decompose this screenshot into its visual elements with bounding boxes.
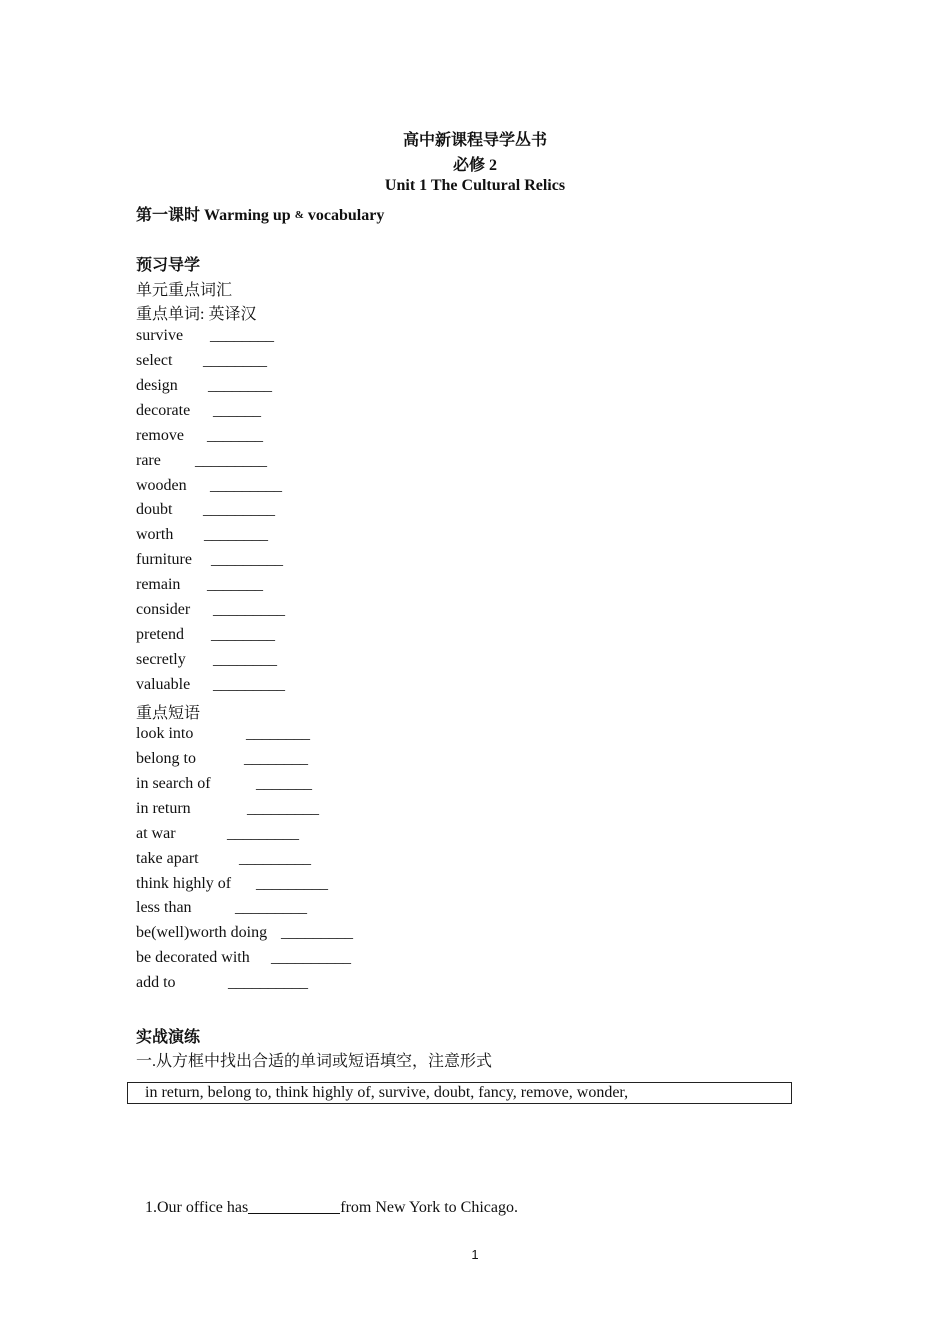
word-answer-blank[interactable]: _______ bbox=[207, 576, 263, 593]
word-label: survive bbox=[136, 327, 184, 344]
practice-instruction: 一.从方框中找出合适的单词或短语填空，注意形式 bbox=[136, 1053, 493, 1070]
lesson-part-a: Warming up bbox=[204, 207, 291, 224]
word-label: rare bbox=[136, 452, 161, 469]
phrase-label: be(well)worth doing bbox=[136, 924, 268, 941]
word-answer-blank[interactable]: _________ bbox=[195, 452, 267, 469]
word-label: decorate bbox=[136, 402, 191, 419]
word-label: select bbox=[136, 352, 173, 369]
word-answer-blank[interactable]: ________ bbox=[203, 352, 267, 369]
ampersand: & bbox=[294, 209, 304, 221]
phrase-answer-blank[interactable]: __________ bbox=[228, 974, 308, 991]
question-1-blank[interactable] bbox=[248, 1198, 340, 1214]
phrase-label: in search of bbox=[136, 775, 211, 792]
word-label: wooden bbox=[136, 477, 187, 494]
phrase-answer-blank[interactable]: _________ bbox=[247, 800, 319, 817]
word-answer-blank[interactable]: _________ bbox=[213, 676, 285, 693]
phrase-label: less than bbox=[136, 899, 192, 916]
phrase-answer-blank[interactable]: _________ bbox=[239, 850, 311, 867]
lesson-part-b: vocabulary bbox=[307, 207, 385, 224]
word-box bbox=[127, 1082, 792, 1104]
question-1-end: from New York to Chicago. bbox=[340, 1199, 518, 1216]
word-answer-blank[interactable]: ______ bbox=[213, 402, 261, 419]
phrase-answer-blank[interactable]: ________ bbox=[246, 725, 310, 742]
series-title: 高中新课程导学丛书 bbox=[402, 132, 547, 149]
word-label: design bbox=[136, 377, 178, 394]
phrase-label: in return bbox=[136, 800, 191, 817]
word-label: secretly bbox=[136, 651, 186, 668]
phrases-heading: 重点短语 bbox=[136, 705, 201, 722]
preview-heading: 预习导学 bbox=[136, 257, 201, 274]
word-answer-blank[interactable]: ________ bbox=[211, 626, 275, 643]
phrase-answer-blank[interactable]: ________ bbox=[244, 750, 308, 767]
page-number: 1 bbox=[471, 1247, 479, 1262]
word-label: consider bbox=[136, 601, 191, 618]
word-label: remain bbox=[136, 576, 181, 593]
phrase-answer-blank[interactable]: __________ bbox=[271, 949, 351, 966]
word-answer-blank[interactable]: _________ bbox=[203, 501, 275, 518]
phrase-label: take apart bbox=[136, 850, 199, 867]
word-label: doubt bbox=[136, 501, 173, 518]
word-label: pretend bbox=[136, 626, 184, 643]
phrase-label: at war bbox=[136, 825, 176, 842]
word-answer-blank[interactable]: ________ bbox=[204, 526, 268, 543]
phrase-answer-blank[interactable]: _________ bbox=[227, 825, 299, 842]
vocab-heading: 单元重点词汇 bbox=[136, 282, 233, 299]
lesson-title bbox=[136, 202, 384, 225]
phrase-label: look into bbox=[136, 725, 194, 742]
word-answer-blank[interactable]: _________ bbox=[210, 477, 282, 494]
question-1-start: 1.Our office has bbox=[145, 1199, 249, 1216]
phrase-label: belong to bbox=[136, 750, 196, 767]
question-1 bbox=[145, 1198, 518, 1217]
word-answer-blank[interactable]: _______ bbox=[207, 427, 263, 444]
word-answer-blank[interactable]: ________ bbox=[210, 327, 274, 344]
word-label: valuable bbox=[136, 676, 191, 693]
word-answer-blank[interactable]: ________ bbox=[213, 651, 277, 668]
word-answer-blank[interactable]: ________ bbox=[208, 377, 272, 394]
phrase-answer-blank[interactable]: _________ bbox=[281, 924, 353, 941]
phrase-label: think highly of bbox=[136, 875, 232, 892]
practice-heading: 实战演练 bbox=[136, 1029, 201, 1046]
phrase-label: add to bbox=[136, 974, 176, 991]
phrase-answer-blank[interactable]: _________ bbox=[256, 875, 328, 892]
volume-title: 必修 2 bbox=[452, 157, 497, 174]
lesson-number: 第一课时 bbox=[136, 207, 201, 224]
unit-title: Unit 1 The Cultural Relics bbox=[384, 177, 566, 194]
word-label: furniture bbox=[136, 551, 192, 568]
word-label: remove bbox=[136, 427, 184, 444]
words-heading: 重点单词: 英译汉 bbox=[136, 306, 257, 323]
word-answer-blank[interactable]: _________ bbox=[211, 551, 283, 568]
phrase-label: be decorated with bbox=[136, 949, 250, 966]
word-box-text: in return, belong to, think highly of, survive, doubt, fancy, remove, wonder, bbox=[145, 1084, 629, 1101]
word-answer-blank[interactable]: _________ bbox=[213, 601, 285, 618]
phrase-answer-blank[interactable]: _________ bbox=[235, 899, 307, 916]
phrase-answer-blank[interactable]: _______ bbox=[256, 775, 312, 792]
word-label: worth bbox=[136, 526, 174, 543]
